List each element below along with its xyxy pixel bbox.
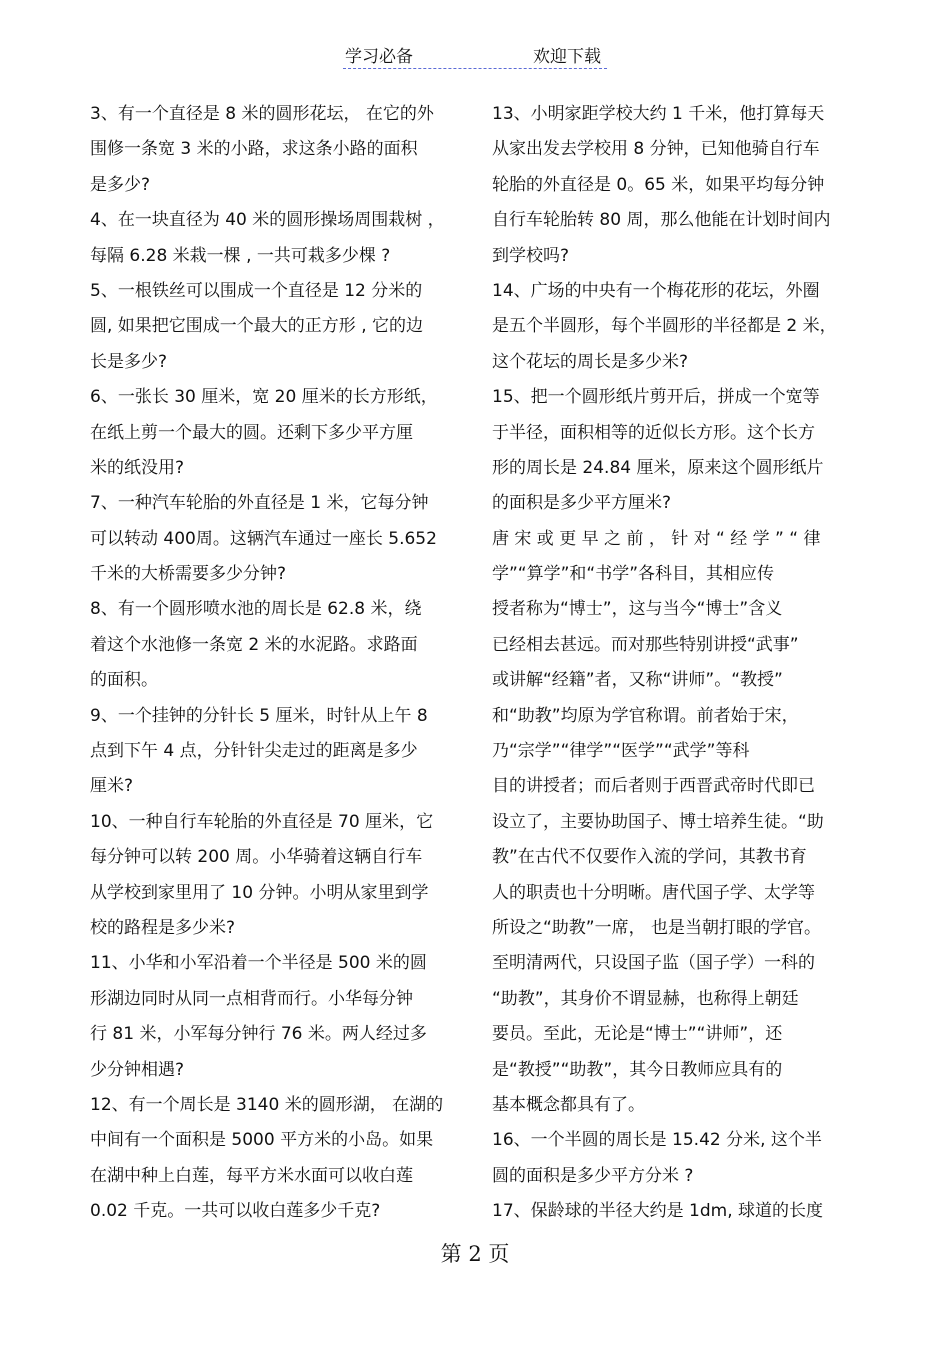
- text-line: 授者称为“博士”，这与当今“博士”含义: [492, 599, 783, 620]
- right-column: [492, 97, 862, 1230]
- text-line: 10、一种自行车轮胎的外直径是 70 厘米，它: [90, 811, 434, 832]
- text-line: 是五个半圆形，每个半圆形的半径都是 2 米，: [492, 316, 837, 337]
- text-line: 围修一条宽 3 米的小路，求这条小路的面积: [90, 139, 418, 160]
- text-line: 或讲解“经籍”者，又称“讲师”。“教授”: [492, 670, 783, 691]
- text-line: 6、一张长 30 厘米，宽 20 厘米的长方形纸，: [90, 387, 438, 408]
- text-line: 从家出发去学校用 8 分钟，已知他骑自行车: [492, 139, 820, 160]
- text-line: 每分钟可以转 200 周。小华骑着这辆自行车: [90, 847, 423, 868]
- text-line: 是多少?: [90, 174, 151, 195]
- text-line: 形湖边同时从同一点相背而行。小华每分钟: [90, 988, 413, 1009]
- text-line: 在纸上剪一个最大的圆。还剩下多少平方厘: [90, 422, 413, 443]
- text-line: 0.02 千克。一共可以收白莲多少千克?: [90, 1201, 381, 1222]
- text-line: 行 81 米，小军每分钟行 76 米。两人经过多: [90, 1024, 427, 1045]
- text-line: 每隔 6.28 米栽一棵 , 一共可栽多少棵 ?: [90, 245, 391, 266]
- text-line: 学”“算学”和“书学”各科目，其相应传: [492, 564, 775, 585]
- text-line: 形的周长是 24.84 厘米，原来这个圆形纸片: [492, 457, 824, 478]
- text-line: 点到下午 4 点，分针针尖走过的距离是多少: [90, 741, 418, 762]
- text-line: 这个花坛的周长是多少米?: [492, 351, 689, 372]
- text-line: 5、一根铁丝可以围成一个直径是 12 分米的: [90, 280, 423, 301]
- text-line: 的面积。: [90, 670, 158, 691]
- text-line: 12、有一个周长是 3140 米的圆形湖， 在湖的: [90, 1094, 444, 1115]
- text-line: 是“教授”“助教”，其今日教师应具有的: [492, 1059, 783, 1080]
- text-line: 少分钟相遇?: [90, 1059, 185, 1080]
- text-line: 唐 宋 或 更 早 之 前 ， 针 对 “ 经 学 ” “ 律: [492, 528, 821, 549]
- text-line: 15、把一个圆形纸片剪开后，拼成一个宽等: [492, 387, 820, 408]
- page-number: 第 2 页: [440, 1242, 510, 1266]
- text-line: 千米的大桥需要多少分钟?: [90, 564, 287, 585]
- text-line: 已经相去甚远。而对那些特别讲授“武事”: [492, 634, 799, 655]
- text-line: 基本概念都具有了。: [492, 1094, 645, 1115]
- text-line: 校的路程是多少米?: [90, 917, 236, 938]
- text-line: 设立了，主要协助国子、博士培养生徒。“助: [492, 811, 824, 832]
- text-line: 要员。至此，无论是“博士”“讲师”，还: [492, 1024, 783, 1045]
- left-column: [90, 97, 462, 1230]
- header-right-text: 欢迎下载: [533, 47, 601, 67]
- text-line: 厘米?: [90, 776, 134, 797]
- text-line: 在湖中种上白莲，每平方米水面可以收白莲: [90, 1165, 413, 1186]
- text-line: 17、保龄球的半径大约是 1dm, 球道的长度: [492, 1201, 824, 1222]
- text-line: 米的纸没用?: [90, 457, 185, 478]
- text-line: 目的讲授者；而后者则于西晋武帝时代即已: [492, 776, 815, 797]
- header-left-text: 学习必备: [345, 47, 413, 67]
- text-line: 9、一个挂钟的分针长 5 厘米，时针从上午 8: [90, 705, 428, 726]
- text-line: 教”在古代不仅要作入流的学问，其教书育: [492, 847, 807, 868]
- text-line: 和“助教”均原为学官称谓。前者始于宋，: [492, 705, 799, 726]
- text-line: 8、有一个圆形喷水池的周长是 62.8 米，绕: [90, 599, 422, 620]
- text-line: 至明清两代，只设国子监（国子学）一科的: [492, 953, 815, 974]
- text-line: “助教”，其身价不谓显赫，也称得上朝廷: [492, 988, 799, 1009]
- page-header: [343, 38, 607, 69]
- text-line: 所设之“助教”一席， 也是当朝打眼的学官。: [492, 917, 822, 938]
- text-line: 的面积是多少平方厘米?: [492, 493, 672, 514]
- text-line: 长是多少?: [90, 351, 168, 372]
- text-line: 4、在一块直径为 40 米的圆形操场周围栽树 ，: [90, 210, 445, 231]
- text-line: 圆, 如果把它围成一个最大的正方形 , 它的边: [90, 316, 424, 337]
- text-line: 16、一个半圆的周长是 15.42 分米, 这个半: [492, 1130, 822, 1151]
- text-line: 从学校到家里用了 10 分钟。小明从家里到学: [90, 882, 429, 903]
- text-line: 轮胎的外直径是 0。65 米，如果平均每分钟: [492, 174, 825, 195]
- text-line: 14、广场的中央有一个梅花形的花坛，外圈: [492, 280, 820, 301]
- text-line: 到学校吗?: [492, 245, 570, 266]
- text-line: 乃“宗学”“律学”“医学”“武学”等科: [492, 741, 750, 762]
- text-line: 可以转动 400周。这辆汽车通过一座长 5.652: [90, 528, 437, 549]
- text-line: 13、小明家距学校大约 1 千米，他打算每天: [492, 104, 825, 124]
- text-line: 7、一种汽车轮胎的外直径是 1 米，它每分钟: [90, 493, 429, 514]
- text-line: 于半径，面积相等的近似长方形。这个长方: [492, 422, 815, 443]
- text-line: 11、小华和小军沿着一个半径是 500 米的圆: [90, 953, 427, 974]
- text-line: 自行车轮胎转 80 周，那么他能在计划时间内: [492, 210, 831, 231]
- text-line: 圆的面积是多少平方分米 ?: [492, 1165, 694, 1186]
- text-line: 中间有一个面积是 5000 平方米的小岛。如果: [90, 1130, 434, 1151]
- text-line: 着这个水池修一条宽 2 米的水泥路。求路面: [90, 634, 418, 655]
- text-line: 3、有一个直径是 8 米的圆形花坛， 在它的外: [90, 104, 434, 124]
- text-line: 人的职责也十分明晰。唐代国子学、太学等: [492, 882, 815, 903]
